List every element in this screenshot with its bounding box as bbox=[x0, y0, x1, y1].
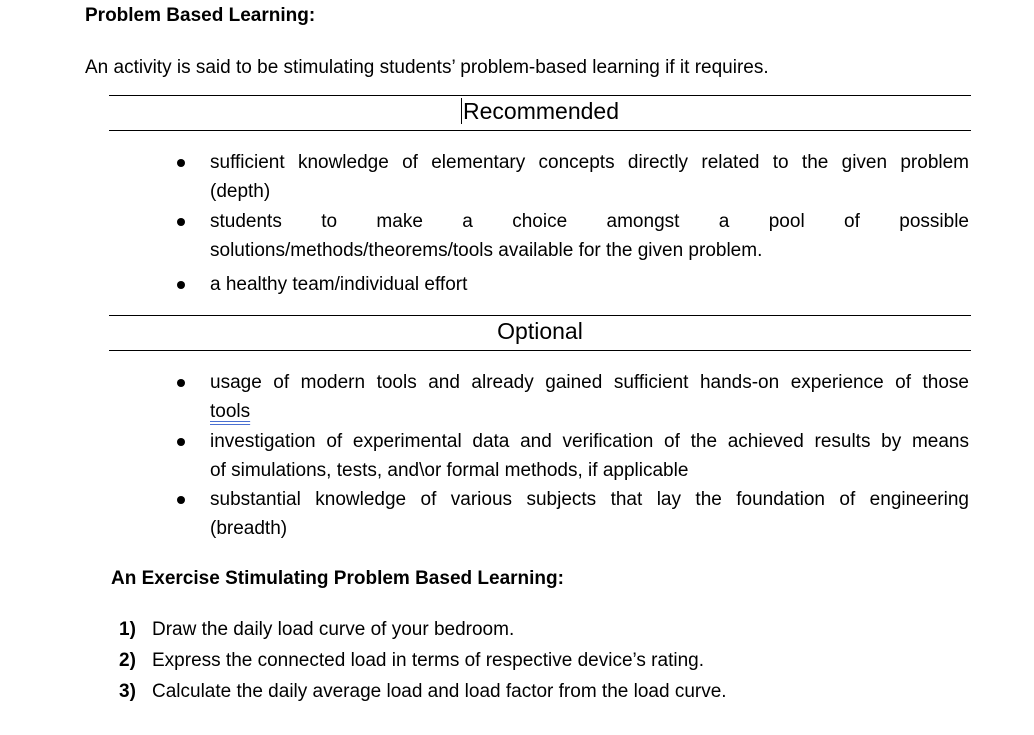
bullet-icon bbox=[177, 379, 185, 387]
task-text: Calculate the daily average load and load factor from the load curve. bbox=[152, 681, 727, 702]
spellcheck-underline: tools bbox=[210, 401, 251, 422]
page-heading: Problem Based Learning: bbox=[85, 5, 316, 26]
divider-top-recommended bbox=[109, 95, 971, 96]
list-item-line: of simulations, tests, and\or formal methods, if applicable bbox=[210, 460, 689, 481]
exercise-task bbox=[119, 650, 704, 672]
list-item-line bbox=[210, 397, 969, 426]
exercise-task bbox=[119, 619, 514, 641]
list-item-line: usage of modern tools and already gained sufficient hands-on experience of those bbox=[210, 372, 969, 393]
exercise-task bbox=[119, 681, 727, 703]
list-item-line: sufficient knowledge of elementary concepts directly related to the given problem bbox=[210, 152, 969, 173]
bullet-icon bbox=[177, 438, 185, 446]
list-item-line: solutions/methods/theorems/tools available for the given problem. bbox=[210, 240, 763, 261]
intro-paragraph: An activity is said to be stimulating students’ problem-based learning if it requires. bbox=[85, 57, 769, 78]
list-item-line: a healthy team/individual effort bbox=[210, 274, 468, 295]
task-text: Express the connected load in terms of respective device’s rating. bbox=[152, 650, 704, 671]
divider-bottom-optional bbox=[109, 350, 971, 351]
task-number: 2) bbox=[119, 650, 136, 671]
divider-top-optional bbox=[109, 315, 971, 316]
list-item-line: investigation of experimental data and verification of the achieved results by means bbox=[210, 431, 969, 452]
list-item-line: substantial knowledge of various subjects that lay the foundation of engineering bbox=[210, 489, 969, 510]
list-item-line: (breadth) bbox=[210, 518, 288, 539]
list-item-line: students to make a choice amongst a pool of possible bbox=[210, 211, 969, 232]
bullet-icon bbox=[177, 281, 185, 289]
bullet-icon bbox=[177, 218, 185, 226]
task-text: Draw the daily load curve of your bedroom. bbox=[152, 619, 515, 640]
task-number: 3) bbox=[119, 681, 136, 702]
task-number: 1) bbox=[119, 619, 136, 640]
bullet-icon bbox=[177, 159, 185, 167]
optional-title: Optional bbox=[497, 318, 583, 344]
recommended-title-text: Recommended bbox=[463, 98, 619, 124]
divider-bottom-recommended bbox=[109, 130, 971, 131]
exercise-heading: An Exercise Stimulating Problem Based Learning: bbox=[111, 568, 564, 589]
list-item-line: (depth) bbox=[210, 181, 271, 202]
bullet-icon bbox=[177, 496, 185, 504]
recommended-title bbox=[109, 98, 971, 125]
